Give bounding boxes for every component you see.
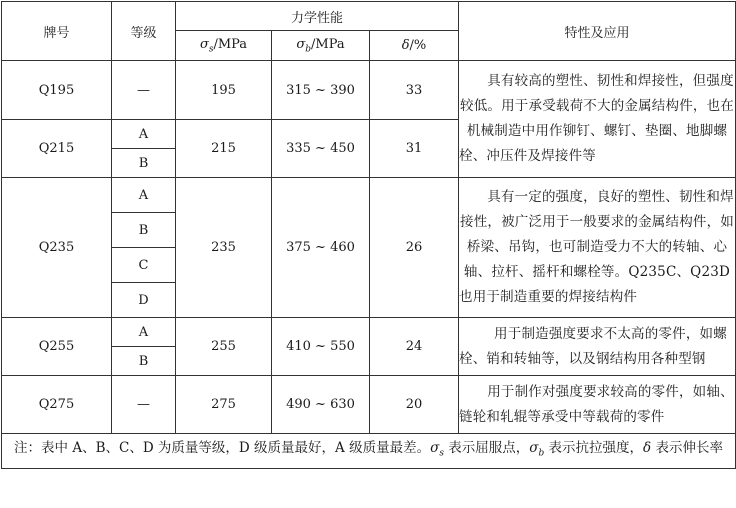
level-cell: A: [112, 178, 176, 213]
elongation-cell: 31: [370, 120, 459, 178]
level-cell: B: [112, 213, 176, 248]
header-features-applications: 特性及应用: [459, 2, 736, 61]
header-mechanical-properties: 力学性能: [176, 2, 459, 31]
grade-cell: Q255: [2, 318, 112, 376]
level-cell: —: [112, 61, 176, 120]
level-cell: B: [112, 149, 176, 178]
grade-cell: Q195: [2, 61, 112, 120]
header-grade: 牌号: [2, 2, 112, 61]
level-cell: A: [112, 120, 176, 149]
elongation-cell: 24: [370, 318, 459, 376]
elongation-cell: 26: [370, 178, 459, 318]
description-cell: 具有一定的强度，良好的塑性、韧性和焊接性，被广泛用于一般要求的金属结构件，如桥梁、吊钩，也可制造受力不大的转轴、心轴、拉杆、摇杆和螺栓等。Q235C、Q23D 也用于制造重要的焊接结构件: [459, 178, 736, 318]
level-cell: A: [112, 318, 176, 347]
yield-cell: 235: [176, 178, 272, 318]
grade-cell: Q215: [2, 120, 112, 178]
description-cell: 具有较高的塑性、韧性和焊接性，但强度较低。用于承受载荷不大的金属结构件，也在机械制造中用作铆钉、螺钉、垫圈、地脚螺栓、冲压件及焊接件等: [459, 61, 736, 178]
level-cell: C: [112, 248, 176, 283]
description-cell: 用于制造强度要求不太高的零件，如螺栓、销和转轴等，以及钢结构用各种型钢: [459, 318, 736, 376]
tensile-cell: 490 ~ 630: [272, 376, 370, 434]
level-cell: D: [112, 283, 176, 318]
header-tensile-strength: $\sigma_b$/MPa: [272, 31, 370, 61]
description-cell: 用于制作对强度要求较高的零件，如轴、链轮和轧辊等承受中等载荷的零件: [459, 376, 736, 434]
yield-cell: 275: [176, 376, 272, 434]
grade-cell: Q275: [2, 376, 112, 434]
tensile-cell: 375 ~ 460: [272, 178, 370, 318]
yield-cell: 195: [176, 61, 272, 120]
elongation-cell: 33: [370, 61, 459, 120]
tensile-cell: 315 ~ 390: [272, 61, 370, 120]
elongation-cell: 20: [370, 376, 459, 434]
table-note: 注：表中 A、B、C、D 为质量等级，D 级质量最好，A 级质量最差。$\sigma_s$ 表示屈服点，$\sigma_b$ 表示抗拉强度，δ 表示伸长率: [2, 434, 736, 469]
tensile-cell: 410 ~ 550: [272, 318, 370, 376]
tensile-cell: 335 ~ 450: [272, 120, 370, 178]
grade-cell: Q235: [2, 178, 112, 318]
steel-properties-table: [1, 1, 736, 469]
level-cell: B: [112, 347, 176, 376]
header-quality-level: 等级: [112, 2, 176, 61]
yield-cell: 255: [176, 318, 272, 376]
yield-cell: 215: [176, 120, 272, 178]
header-yield-strength: $\sigma_s$/MPa: [176, 31, 272, 61]
level-cell: —: [112, 376, 176, 434]
header-elongation: δ/%: [370, 31, 459, 61]
